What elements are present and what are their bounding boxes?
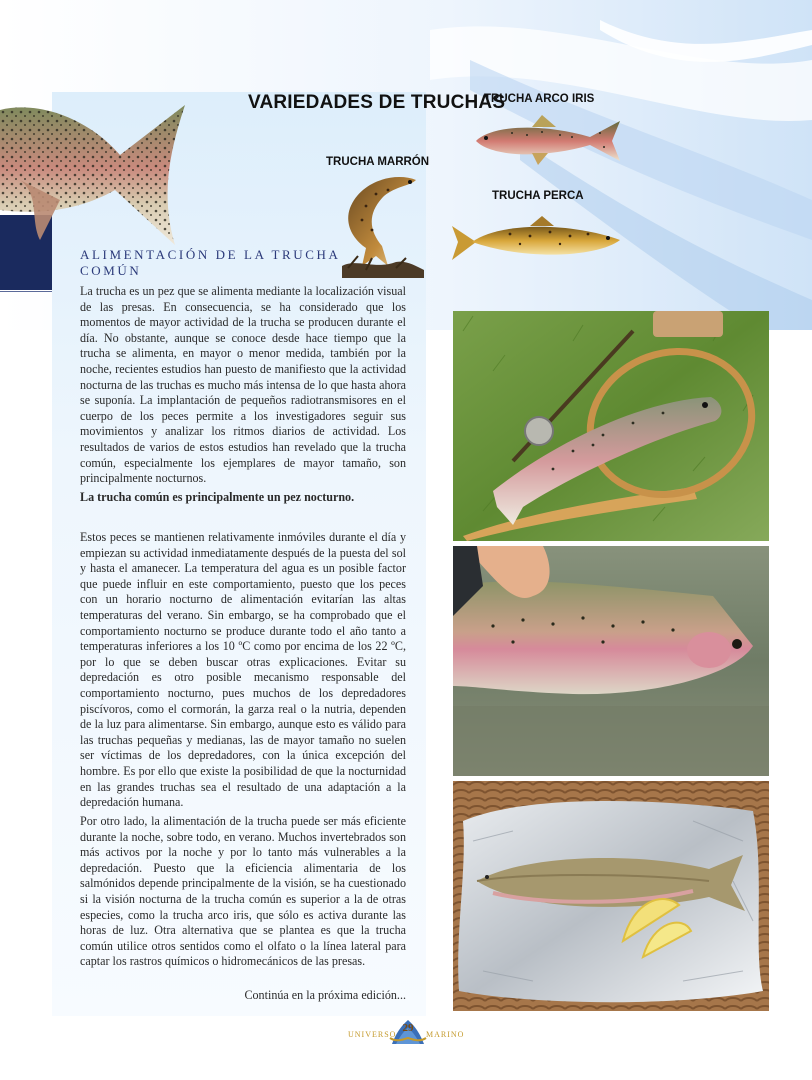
section-heading: ALIMENTACIÓN DE LA TRUCHA COMÚN xyxy=(80,247,340,278)
accent-line xyxy=(0,291,52,292)
photo-trout-in-net xyxy=(453,311,769,541)
paragraph-highlight-text: La trucha común es principalmente un pez nocturno. xyxy=(80,490,355,504)
footer xyxy=(0,1018,812,1068)
label-rainbow-trout: TRUCHA ARCO IRIS xyxy=(484,93,595,105)
paragraph-1 xyxy=(80,284,406,487)
trout-tail-illustration xyxy=(0,100,190,250)
page-title: VARIEDADES DE TRUCHAS xyxy=(248,92,506,113)
paragraph-3 xyxy=(80,814,406,970)
perch-trout-illustration xyxy=(450,216,625,268)
photo-trout-in-hand xyxy=(453,546,769,776)
paragraph-1-text: La trucha es un pez que se alimenta mediante la localización visual de las presas. En consecuencia, se ha considerado que los momentos de mayor actividad de la trucha se producen durante el día. No obstante, aunque se conoce desde hace tiempo que la trucha se alimenta, en mayor o menor medida, también por la noche, recientes estudios han puesto de manifiesto que la actividad nocturna de las truchas es mucho más intensa de lo que hasta ahora se suponía. La implantación de pequeños radiotransmisores en el cuerpo de los peces permite a los investigadores seguir sus movimientos y analizar los ritmos diarios de actividad. Los resultados de varios de estos estudios han revelado que la trucha común, especialmente los ejemplares de mayor tamaño, son principalmente nocturnos. xyxy=(80,284,406,486)
paragraph-2 xyxy=(80,530,406,811)
label-perch-trout: TRUCHA PERCA xyxy=(492,190,584,202)
paragraph-3-text: Por otro lado, la alimentación de la trucha puede ser más eficiente durante la noche, sobre todo, en verano. Muchos invertebrados son más activos por la noche y por lo tanto más vulnerables a la depredación. Puesto que la eficiencia alimentaria de los salmónidos depende principalmente de la visión, se ha cuestionado si la visión nocturna de la trucha común es superior a la de otras especies, como la trucha arco iris, que sólo es activa durante las horas de luz. Otra alternativa que se plantea es que la trucha común utilice otros sentidos como el olfato o la línea lateral para captar los rastros químicos o hidromecánicos de las presas. xyxy=(80,814,406,969)
page-number: 29 xyxy=(402,1022,414,1034)
label-brown-trout: TRUCHA MARRÓN xyxy=(326,156,430,168)
paragraph-2-text: Estos peces se mantienen relativamente inmóviles durante el día y empiezan su actividad inmediatamente después de la puesta del sol y hasta el amanecer. La temperatura del agua es un posible factor que puede influir en este comportamiento, puesto que los peces con un horario nocturno de alimentación evitarían las altas temperaturas del verano. Sin embargo, se ha comprobado que el comportamiento nocturno se produce durante todo el año tanto a temperaturas inferiores a los 10 ºC como por encima de los 22 ºC, por lo que se deben buscar otras explicaciones. Evitar su depredación es otro posible mecanismo responsable del comportamiento nocturno, pues muchos de los depredadores piscívoros, como el cormorán, la garza real o la nutria, dependen de la luz para alimentarse. Sin embargo, aunque esto es válido para las truchas pequeñas y medianas, las de mayor tamaño no suelen ser víctimas de los depredadores, con la única excepción del hombre. Es por ello que existe la posibilidad de que la nocturnidad en las grandes truchas sea el resultado de una adaptación a la depredación humana. xyxy=(80,530,406,810)
paragraph-highlight xyxy=(80,490,406,506)
footer-brand-left: UNIVERSO xyxy=(348,1030,397,1039)
footer-brand-right: MARINO xyxy=(426,1030,465,1039)
continue-note: Continúa en la próxima edición... xyxy=(244,988,406,1002)
rainbow-trout-illustration xyxy=(472,113,622,169)
photo-trout-in-foil xyxy=(453,781,769,1011)
